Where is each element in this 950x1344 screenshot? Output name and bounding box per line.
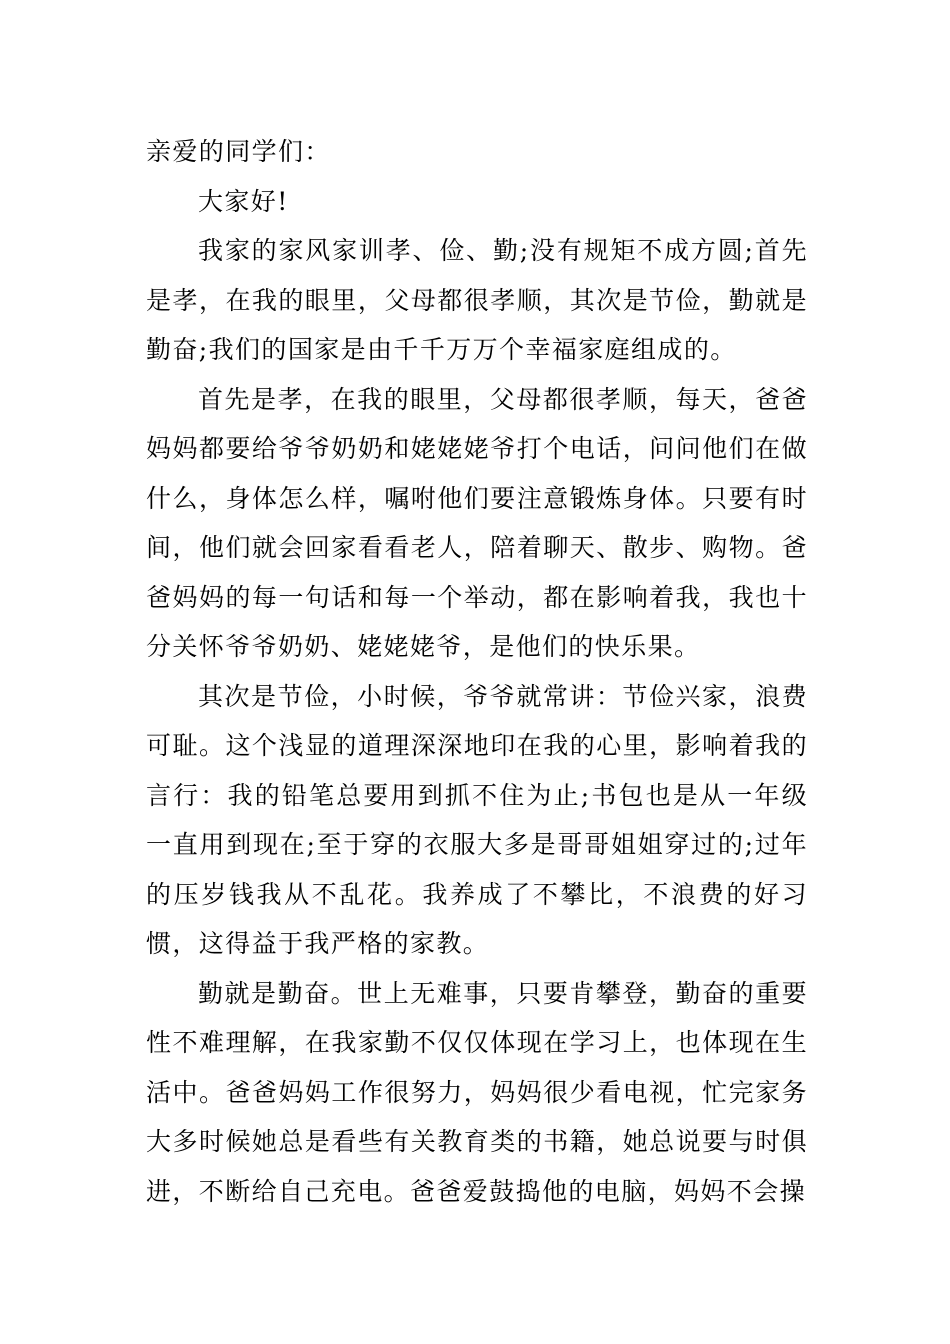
paragraph-diligence: 勤就是勤奋。世上无难事，只要肯攀登，勤奋的重要性不难理解，在我家勤不仅仅体现在学习上，也体现在生活中。爸爸妈妈工作很努力，妈妈很少看电视，忙完家务大多时候她总是看些有关教育类的书籍，她总说要与时俱进，不断给自己充电。爸爸爱鼓捣他的电脑，妈妈不会操	[146, 978, 808, 1206]
paragraph-greeting: 大家好!	[198, 186, 289, 216]
paragraph-frugality: 其次是节俭，小时候，爷爷就常讲：节俭兴家，浪费可耻。这个浅显的道理深深地印在我的心里，影响着我的言行：我的铅笔总要用到抓不住为止;书包也是从一年级一直用到现在;至于穿的衣服大多是哥哥姐姐穿过的;过年的压岁钱我从不乱花。我养成了不攀比，不浪费的好习惯，这得益于我严格的家教。	[146, 681, 808, 958]
document-body	[146, 127, 808, 1216]
paragraph-intro: 我家的家风家训孝、俭、勤;没有规矩不成方圆;首先是孝，在我的眼里，父母都很孝顺，其次是节俭，勤就是勤奋;我们的国家是由千千万万个幸福家庭组成的。	[146, 236, 808, 364]
salutation: 亲爱的同学们：	[146, 137, 331, 166]
paragraph-filial-piety: 首先是孝，在我的眼里，父母都很孝顺，每天，爸爸妈妈都要给爷爷奶奶和姥姥姥爷打个电话，问问他们在做什么，身体怎么样，嘱咐他们要注意锻炼身体。只要有时间，他们就会回家看看老人，陪着聊天、散步、购物。爸爸妈妈的每一句话和每一个举动，都在影响着我，我也十分关怀爷爷奶奶、姥姥姥爷，是他们的快乐果。	[146, 384, 808, 661]
